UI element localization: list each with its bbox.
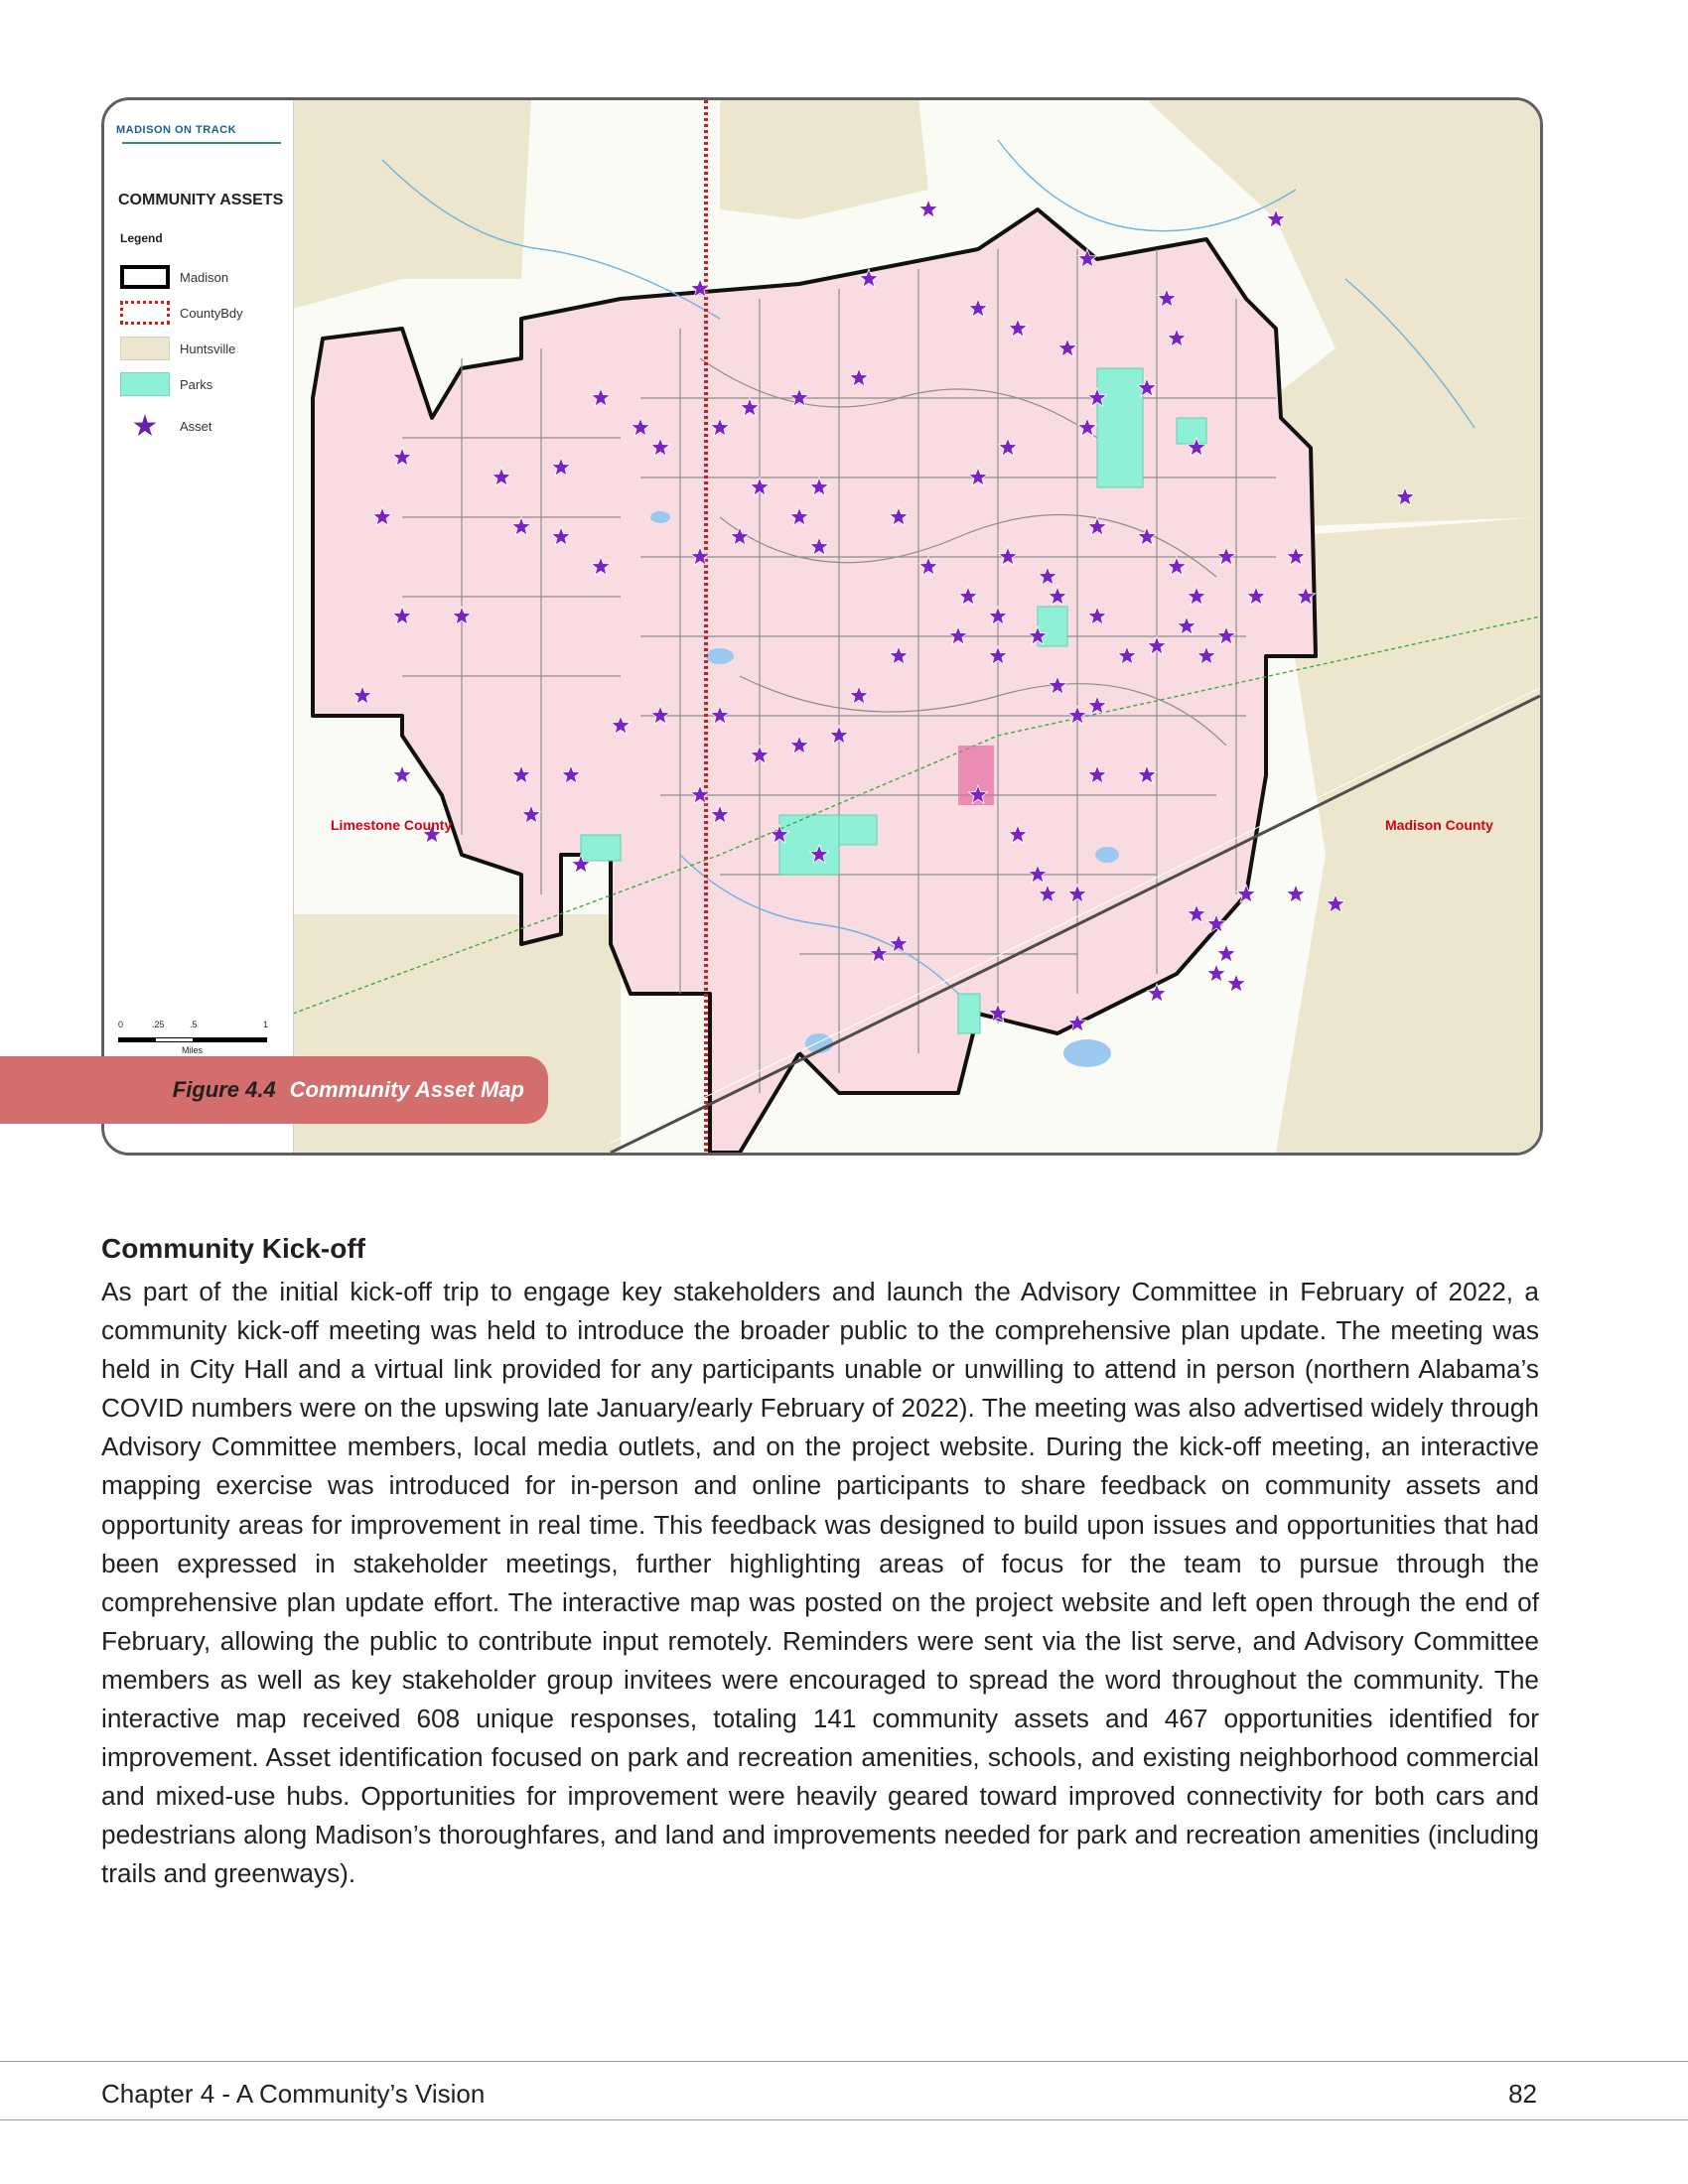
county-boundary-swatch: [120, 301, 170, 325]
figure-title: Community Asset Map: [289, 1077, 524, 1102]
park-area: [1097, 368, 1143, 487]
park-area: [1177, 418, 1206, 444]
figure-number: Figure 4.4: [172, 1077, 276, 1102]
scale-bar: [118, 1020, 277, 1059]
scale-tick: 1: [263, 1020, 269, 1029]
huntsville-area: [293, 100, 531, 309]
madison-boundary-swatch: [120, 265, 170, 289]
legend-item-madison: [120, 265, 228, 289]
parks-fill-swatch: [120, 372, 170, 396]
huntsville-fill-swatch: [120, 337, 170, 360]
scale-tick: 0: [118, 1020, 124, 1029]
legend-label: Huntsville: [180, 341, 236, 356]
logo-underline: [122, 142, 281, 144]
legend-heading: Legend: [120, 231, 163, 245]
footer-chapter-title: Chapter 4 - A Community’s Vision: [101, 2079, 486, 2109]
legend-item-asset: [120, 409, 212, 443]
figure-caption: [0, 1056, 548, 1124]
footer-page-number: 82: [1508, 2079, 1537, 2109]
legend-label: Madison: [180, 269, 229, 285]
legend-label: Asset: [180, 418, 212, 434]
scale-tick: .5: [190, 1020, 198, 1029]
madison-county-label: Madison County: [1385, 817, 1493, 833]
legend-label: CountyBdy: [180, 305, 243, 321]
legend-item-huntsville: [120, 337, 235, 360]
legend-label: Parks: [180, 376, 213, 392]
legend-panel: [104, 100, 294, 1153]
scale-unit: Miles: [182, 1045, 204, 1055]
body-paragraph: As part of the initial kick-off trip to engage key stakeholders and launch the Advisory Committee in February of 2022, a community kick-off meeting was held to introduce the broader public to the comprehensive plan update. The meeting was held in City Hall and a virtual link provided for any participants unable or unwilling to attend in person (northern Alabama’s COVID numbers were on the upswing late January/early February of 2022). The meeting was also advertised widely through Advisory Committee members, local media outlets, and on the project website. During the kick-off meeting, an interactive mapping exercise was introduced for in-person and online participants to share feedback on community assets and opportunity areas for improvement in real time. This feedback was designed to build upon issues and opportunities that had been expressed in stakeholder meetings, further highlighting areas of focus for the team to pursue through the comprehensive plan update effort. The interactive map was posted on the project website and left open through the end of February, allowing the public to contribute input remotely. Reminders were sent via the list serve, and Advisory Committee members as well as key stakeholder group invitees were encouraged to spread the word throughout the community. The interactive map received 608 unique responses, totaling 141 community assets and 467 opportunities identified for improvement. Asset identification focused on park and recreation amenities, schools, and existing neighborhood commercial and mixed-use hubs. Opportunities for improvement were heavily geared toward improved connectivity for both cars and pedestrians along Madison’s thoroughfares, and land and improvements needed for park and recreation amenities (including trails and greenways).: [101, 1277, 1539, 1889]
footer-rule-bottom: [0, 2119, 1688, 2120]
madison-on-track-logo: [116, 118, 283, 142]
logo-text: MADISON ON TRACK: [116, 124, 237, 136]
scale-tick: .25: [152, 1020, 165, 1029]
section-heading: Community Kick-off: [101, 1233, 365, 1264]
legend-item-parks: [120, 372, 212, 396]
map-canvas: [104, 100, 1540, 1153]
legend-title: COMMUNITY ASSETS: [118, 192, 284, 208]
community-asset-map: [101, 97, 1543, 1156]
park-area: [839, 815, 877, 845]
park-area: [958, 994, 980, 1033]
footer-rule-top: [0, 2061, 1688, 2062]
legend-item-countybdy: [120, 301, 243, 325]
park-area: [581, 835, 621, 861]
park-area: [779, 815, 839, 875]
limestone-county-label: Limestone County: [331, 817, 453, 833]
scale-graphic: [118, 1037, 267, 1042]
asset-star-icon: ★: [131, 409, 159, 443]
